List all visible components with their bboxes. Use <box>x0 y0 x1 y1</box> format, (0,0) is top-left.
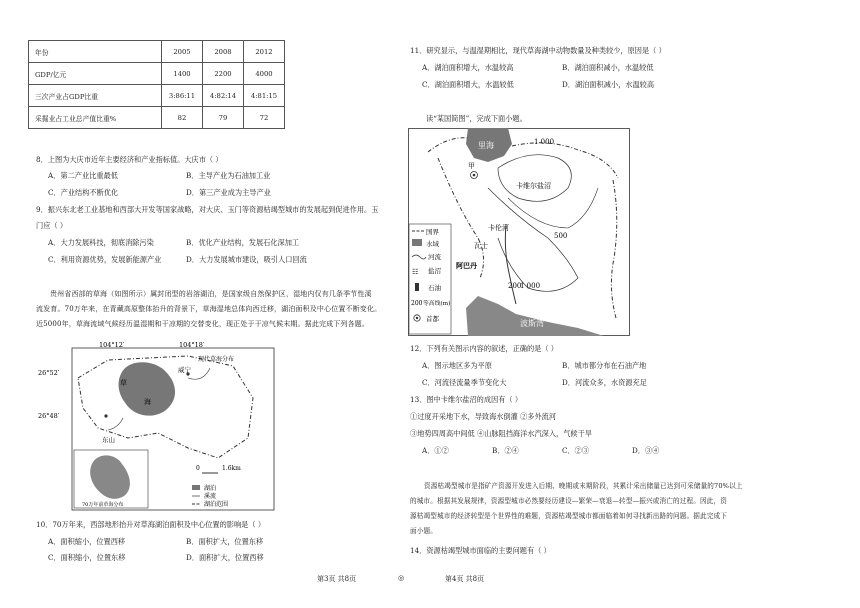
scale-label: 1.6km <box>222 465 241 472</box>
passage-line: 贵州省西部的草海（如图所示）属封闭型的岩溶湖泊，是国家级自然保护区，湿地内仅有几条季节性溪 <box>50 290 372 298</box>
question-12-option-b[interactable]: B．城市都分布在石油产地 <box>562 361 647 370</box>
passage-map-intro: 读“某国简图”，完成下面小题。 <box>426 114 527 123</box>
label-ahvaz: 瓦士 <box>474 242 488 250</box>
question-9-option-a[interactable]: A．大力发展科技，彻底消除污染 <box>48 238 154 247</box>
question-13-option-a[interactable]: A．①② <box>422 446 449 455</box>
legend-contour-value: 200 <box>411 300 423 307</box>
contour-label: 200 <box>508 282 522 290</box>
table-row <box>29 85 285 107</box>
table-cell: 79 <box>202 107 243 129</box>
town-label-dongshan: 东山 <box>102 436 115 444</box>
table-cell: 采掘业占工业总产值比重% <box>29 107 162 129</box>
question-12-stem: 12．下列有关图示内容的叙述，正确的是（ ） <box>410 344 558 353</box>
question-13-stem: 13．图中卡维尔盐沼的成因有（ ） <box>410 395 523 404</box>
question-9-stem-line2: 门应（ ） <box>36 221 68 230</box>
question-13-option-b[interactable]: B．②④ <box>492 446 519 455</box>
question-12-option-c[interactable]: C．河流径流量季节变化大 <box>422 378 507 387</box>
legend-label: 水域 <box>426 240 439 248</box>
legend-label: 溪流 <box>204 493 217 500</box>
label-gulf: 波斯湾 <box>520 319 544 328</box>
passage-line: 面小题。 <box>410 527 437 535</box>
legend-salt-swatch: ☷ <box>412 268 419 276</box>
lake-label-cao: 草 <box>120 379 127 387</box>
question-13-option-d[interactable]: D．③④ <box>632 446 660 455</box>
table-cell: 4:82:14 <box>202 85 243 107</box>
scale-zero: 0 <box>196 465 200 472</box>
legend-label: 首都 <box>426 315 439 323</box>
label-caspian: 里海 <box>478 141 494 150</box>
table-cell: 2005 <box>161 41 202 63</box>
label-karun: 卡伦河 <box>488 224 509 232</box>
lon-label-left: 104°12′ <box>99 341 125 349</box>
question-12-option-d[interactable]: D．河流众多，水资源充足 <box>562 378 647 387</box>
contour-label: 1 000 <box>520 282 541 290</box>
contour-label: 1 000 <box>534 138 555 146</box>
legend-oil-swatch <box>415 283 419 291</box>
legend-label: 等高线(m) <box>423 301 451 307</box>
label-abadan: 阿巴丹 <box>456 261 477 270</box>
legend-label: 湖泊 <box>204 485 217 492</box>
question-8-option-a[interactable]: A．第二产业比重最低 <box>48 171 118 180</box>
lon-label-right: 104°18′ <box>179 341 205 349</box>
legend-label: 石油 <box>428 284 441 292</box>
economic-indicator-table <box>28 40 285 129</box>
question-13-statements-2: ③地势四周高中间低 ④山脉阻挡海洋水汽深入，气候干旱 <box>410 429 592 438</box>
table-cell: 2008 <box>202 41 243 63</box>
question-10-option-a[interactable]: A．面积缩小，位置西移 <box>48 537 126 546</box>
question-10-stem: 10．70万年来，西部地形抬升对草海湖泊面积及中心位置的影响是（ ） <box>36 520 266 529</box>
table-cell: 三次产业占GDP比重 <box>29 85 162 107</box>
question-9-option-d[interactable]: D．大力发展城市建设，吸引人口回流 <box>186 255 307 264</box>
lat-label-top: 26°52′ <box>38 369 60 377</box>
page-separator: ◎ <box>398 574 405 582</box>
question-13-option-c[interactable]: C．②③ <box>562 446 590 455</box>
legend-label: 国界 <box>426 228 439 236</box>
passage-line: 的城市。根据其发展规律，资源型城市必然要经历建设—繁荣—衰退—转型—振兴或消亡的过程。因此，资 <box>410 497 727 505</box>
table-cell: 1400 <box>161 63 202 85</box>
page-number-left: 第3页 共8页 <box>317 575 357 583</box>
passage-line: 资源枯竭型城市是指矿产资源开发进入后期、晚期或末期阶段，其累计采出储量已达到可采储量的70%以上 <box>424 482 743 490</box>
question-8-stem: 8．上图为大庆市近年主要经济和产业指标值。大庆市（ ） <box>36 155 223 164</box>
question-11-stem: 11．研究显示，与温湿期相比，现代草海湖中动物数量及种类较少，原因是（ ） <box>410 46 666 55</box>
question-8-option-b[interactable]: B．主导产业为石油加工业 <box>186 171 271 180</box>
caohai-map <box>38 338 278 514</box>
country-map <box>408 128 630 336</box>
legend-water-swatch <box>412 239 422 246</box>
passage-resource-city <box>410 479 840 539</box>
label-capital: 甲 <box>468 162 475 170</box>
passage-line: 源枯竭型城市的经济转型是个世界性的难题，资源枯竭型城市都面临着如何寻找新出路的问题。据此完成下 <box>410 512 727 520</box>
town-label-weining: 威宁 <box>178 366 191 374</box>
table-cell: 4000 <box>243 63 284 85</box>
capital-symbol-dot <box>473 174 476 177</box>
question-9-option-b[interactable]: B．优化产业结构，发展石化深加工 <box>186 238 300 247</box>
question-9-option-c[interactable]: C．利用资源优势，发展新能源产业 <box>48 255 162 264</box>
question-12-option-a[interactable]: A．图示地区多为平原 <box>422 361 492 370</box>
question-9-stem-line1: 9．振兴东北老工业基地和西部大开发等国家战略，对大庆、玉门等资源枯竭型城市的发展起到促进作用。玉 <box>36 205 379 214</box>
legend-label: 湖泊范围 <box>204 501 229 508</box>
table-cell: 72 <box>243 107 284 129</box>
passage-line: 流发育。70万年来，在青藏高原整体抬升的背景下，草海湿地总体向西迁移，湖泊面积及中心位置不断变化。 <box>36 305 382 313</box>
passage-caohai <box>36 287 416 332</box>
table-header-row <box>29 41 285 63</box>
question-10-option-b[interactable]: B．面积扩大，位置东移 <box>186 537 264 546</box>
passage-line: 近5000年，草海流域气候经历温湿期和干凉期的交替变化，现正处于干凉气候末期。据此完成下列各题。 <box>36 320 370 328</box>
inset-caption: 70万年前草海分布 <box>82 502 124 508</box>
question-8-option-d[interactable]: D．第三产业成为主导产业 <box>186 188 271 197</box>
table-cell: 2200 <box>202 63 243 85</box>
legend-lake-swatch <box>192 485 200 490</box>
question-10-option-d[interactable]: D．面积扩大，位置西移 <box>186 553 264 562</box>
question-11-option-c[interactable]: C．湖泊面积增大，水温较低 <box>422 80 514 89</box>
label-salt-marsh: 卡维尔盐沼 <box>516 182 551 190</box>
legend-label: 盐沼 <box>428 267 441 275</box>
lat-label-bottom: 26°48′ <box>38 412 60 420</box>
question-11-option-b[interactable]: B．湖泊面积减小，水温较低 <box>562 63 654 72</box>
lake-label-hai: 海 <box>144 398 151 406</box>
table-cell: 3:86:11 <box>161 85 202 107</box>
question-8-option-c[interactable]: C．产业结构不断优化 <box>48 188 119 197</box>
page-number-right: 第4页 共8页 <box>445 575 485 583</box>
question-13-statements-1: ①过度开采地下水，导致海水倒灌 ②多外流河 <box>410 412 557 421</box>
question-10-option-c[interactable]: C．面积缩小，位置东移 <box>48 553 126 562</box>
question-11-option-d[interactable]: D．湖泊面积减小，水温较高 <box>562 80 655 89</box>
town-dot <box>104 414 107 417</box>
legend-label: 河流 <box>428 253 441 261</box>
contour-label: 500 <box>554 232 568 240</box>
table-cell: 年份 <box>29 41 162 63</box>
table-cell: 4:81:15 <box>243 85 284 107</box>
table-row <box>29 107 285 129</box>
table-cell: GDP/亿元 <box>29 63 162 85</box>
question-11-option-a[interactable]: A．湖泊面积增大，水温较高 <box>422 63 514 72</box>
map-title: 现代草海分布 <box>198 356 235 363</box>
question-14-stem: 14．资源枯竭型城市面临的主要问题有（ ） <box>410 546 551 555</box>
table-cell: 2012 <box>243 41 284 63</box>
table-row <box>29 63 285 85</box>
legend-capital-dot <box>416 317 418 319</box>
table-cell: 82 <box>161 107 202 129</box>
